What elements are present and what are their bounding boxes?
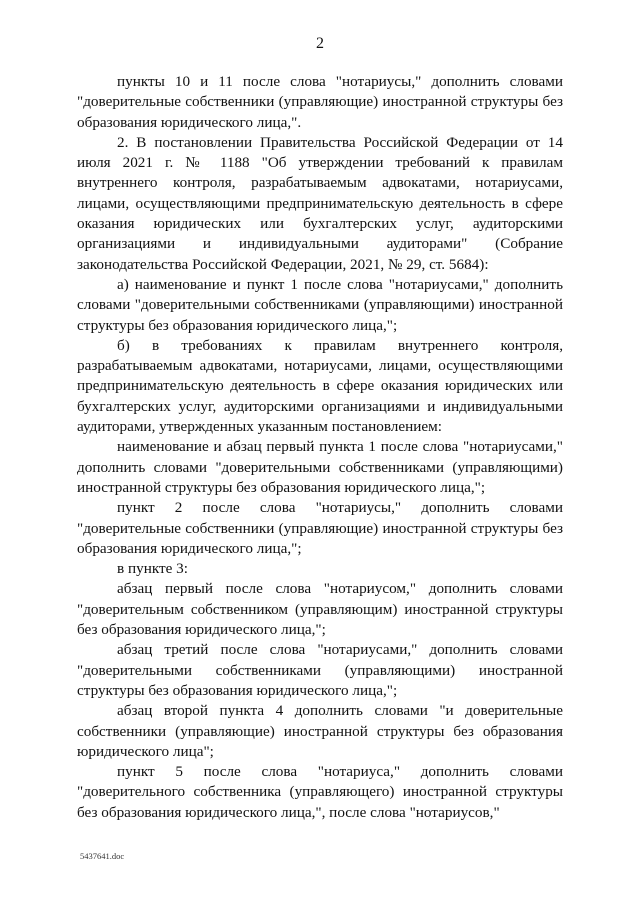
paragraph-in-item-3: в пункте 3:: [117, 560, 188, 578]
paragraph-subclause-b: б) в требованиях к правилам внутреннего контроля, разрабатываемым адвокатами, нотариусами, лицами, осуществляющими предпринимательскую деятельность в сфере оказания юридических или бухгалтерских услуг, аудиторскими организациями и индивидуальными аудиторами, утвержденных указанным постановлением:: [77, 336, 563, 436]
document-body: [77, 72, 563, 823]
paragraph-item-3-first: абзац первый после слова "нотариусом," дополнить словами "доверительным собственником (управляющим) иностранной структуры без образования юридического лица,";: [77, 580, 563, 639]
paragraph-title-and-item-1: наименование и абзац первый пункта 1 после слова "нотариусами," дополнить словами "доверительными собственниками (управляющими) иностранной структуры без образования юридического лица,";: [77, 438, 563, 496]
page-number: 2: [316, 35, 324, 52]
paragraph-clause-2: 2. В постановлении Правительства Российской Федерации от 14 июля 2021 г. № 1188 "Об утверждении требований к правилам внутреннего контроля, разрабатываемым адвокатами, нотариусами, лицами, осуществляющими предпринимательскую деятельность в сфере оказания юридических или бухгалтерских услуг, аудиторскими организациями и индивидуальными аудиторами" (Собрание законодательства Российской Федерации, 2021, № 29, ст. 5684):: [77, 133, 563, 273]
paragraph-item-2: пункт 2 после слова "нотариусы," дополнить словами "доверительные собственники (управляющие) иностранной структуры без образования юридического лица,";: [77, 499, 563, 557]
paragraph-item-4-second: абзац второй пункта 4 дополнить словами "и доверительные собственники (управляющие) иностранной структуры без образования юридического лица";: [77, 702, 563, 760]
paragraph-items-10-11: пункты 10 и 11 после слова "нотариусы," дополнить словами "доверительные собственники (управляющие) иностранной структуры без образования юридического лица,".: [77, 73, 563, 131]
paragraph-item-5: пункт 5 после слова "нотариуса," дополнить словами "доверительного собственника (управляющего) иностранной структуры без образования юридического лица,", после слова "нотариусов,": [77, 763, 563, 821]
document-file-code: 5437641.doc: [80, 851, 125, 861]
paragraph-item-3-third: абзац третий после слова "нотариусами," дополнить словами "доверительными собственниками (управляющими) иностранной структуры без образования юридического лица,";: [77, 641, 563, 699]
paragraph-subclause-a: а) наименование и пункт 1 после слова "нотариусами," дополнить словами "доверительными собственниками (управляющими) иностранной структуры без образования юридического лица,";: [77, 275, 563, 334]
